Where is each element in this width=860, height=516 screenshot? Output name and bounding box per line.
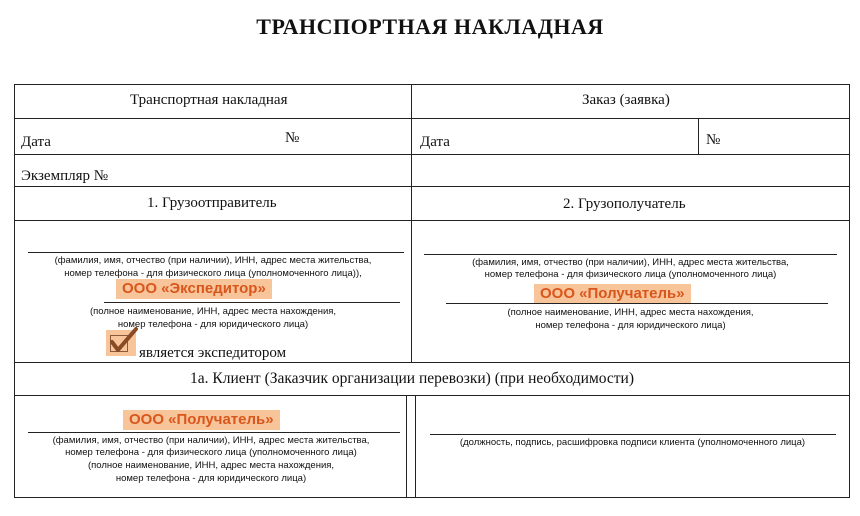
shipper-org-value: ООО «Экспедитор» [116,279,272,299]
table-divider [14,186,849,187]
table-client-divider [406,395,407,497]
client-org-line [28,432,400,433]
table-border-top [14,84,849,85]
table-divider [14,220,849,221]
client-hint-4: номер телефона - для юридического лица) [115,473,307,484]
consignee-org-hint-1: (полное наименование, ИНН, адрес места нахождения, [507,307,754,318]
table-divider [14,362,849,363]
shipper-org-hint-1: (полное наименование, ИНН, адрес места нахождения, [89,306,337,317]
number-label-right: № [706,132,721,148]
client-org-value: ООО «Получатель» [123,410,280,430]
client-hint-1: (фамилия, имя, отчество (при наличии), ИНН, адрес места жительства, [52,435,370,446]
consignee-org-line [446,303,828,304]
section-client: 1а. Клиент (Заказчик организации перевозки) (при необходимости) [190,370,634,387]
client-sign-hint: (должность, подпись, расшифровка подписи клиента (уполномоченного лица) [459,437,806,448]
table-divider [14,118,849,119]
shipper-org-line [104,302,400,303]
table-border-bottom [14,497,849,498]
table-number-divider [698,118,699,154]
table-divider [14,395,849,396]
consignee-person-hint-1: (фамилия, имя, отчество (при наличии), ИНН, адрес места жительства, [472,257,789,268]
section-consignee: 2. Грузополучатель [563,196,686,212]
date-label-right: Дата [420,134,450,150]
header-waybill: Транспортная накладная [130,92,288,108]
client-hint-3: (полное наименование, ИНН, адрес места нахождения, [87,460,335,471]
consignee-person-line [424,254,837,255]
date-label-left: Дата [21,134,51,150]
shipper-org-hint-2: номер телефона - для юридического лица) [117,319,309,330]
table-border-right [849,84,850,498]
table-border-left [14,84,15,498]
shipper-person-line [28,252,404,253]
number-label-left: № [285,130,300,146]
header-order: Заказ (заявка) [582,92,670,108]
forwarder-label: является экспедитором [139,345,287,361]
consignee-person-hint-2: номер телефона - для физического лица (уполномоченного лица) [484,269,777,280]
table-divider [14,154,849,155]
client-sign-line [430,434,836,435]
document-title: ТРАНСПОРТНАЯ НАКЛАДНАЯ [256,14,604,39]
forwarder-checkbox[interactable] [106,330,136,356]
client-hint-2: номер телефона - для физического лица (уполномоченного лица) [65,447,357,458]
shipper-person-hint-2: номер телефона - для физического лица (уполномоченного лица)), [64,268,362,279]
consignee-org-hint-2: номер телефона - для юридического лица) [535,320,726,331]
consignee-org-value: ООО «Получатель» [534,284,691,304]
copy-number-label: Экземпляр № [21,168,109,184]
checkmark-icon [106,326,140,356]
section-shipper: 1. Грузоотправитель [147,195,277,211]
shipper-person-hint-1: (фамилия, имя, отчество (при наличии), ИНН, адрес места жительства, [54,255,372,266]
